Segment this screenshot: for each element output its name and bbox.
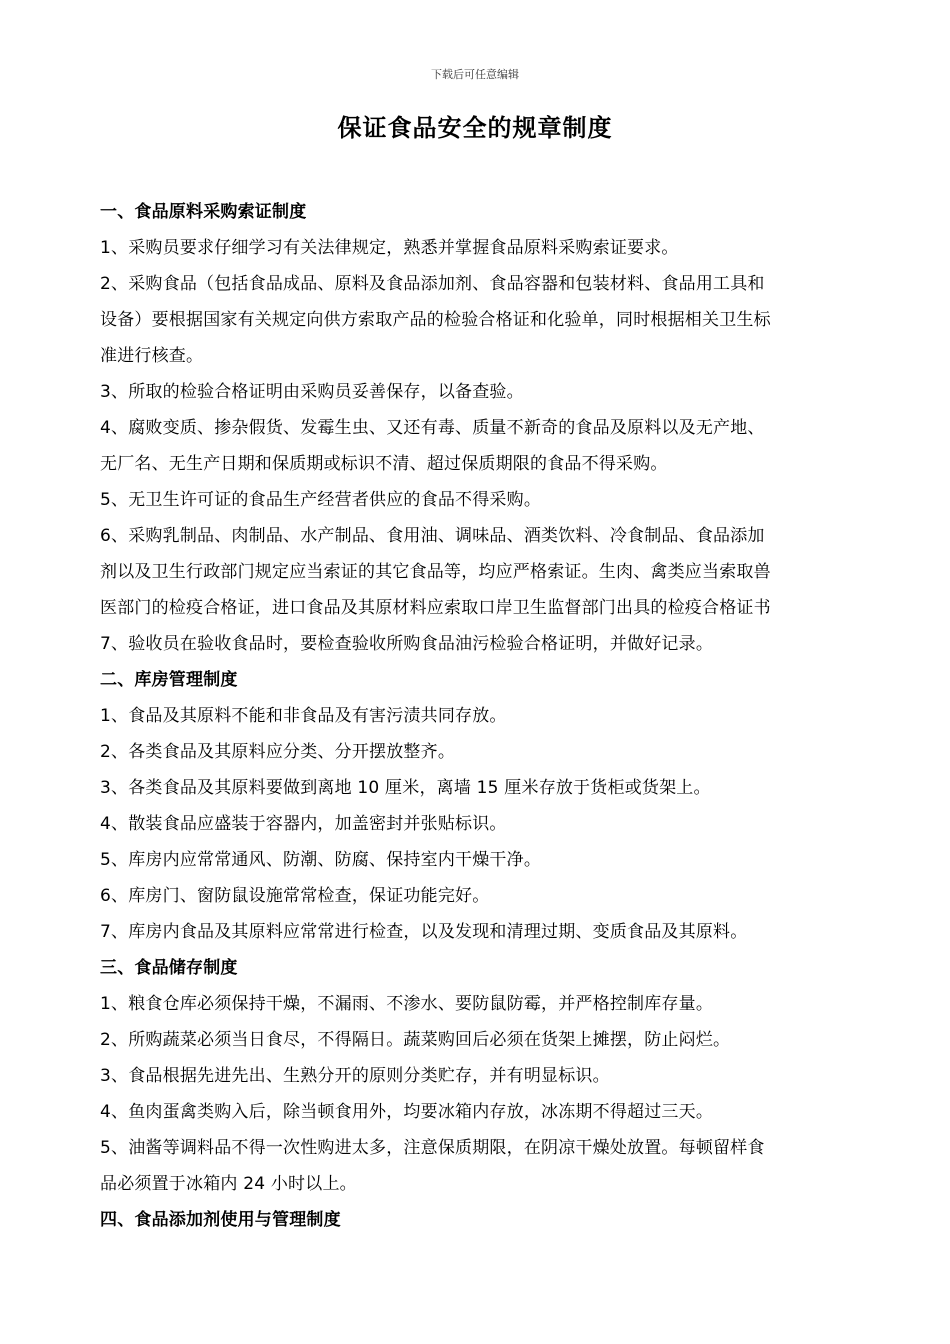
paragraph-line: 1、粮食仓库必须保持干燥，不漏雨、不渗水、要防鼠防霉，并严格控制库存量。 bbox=[100, 994, 714, 1014]
paragraph-line: 医部门的检疫合格证，进口食品及其原材料应索取口岸卫生监督部门出具的检疫合格证书 bbox=[100, 598, 771, 618]
paragraph-line: 设备）要根据国家有关规定向供方索取产品的检验合格证和化验单，同时根据相关卫生标 bbox=[100, 310, 771, 330]
document-body bbox=[100, 198, 860, 1242]
document-title: 保证食品安全的规章制度 bbox=[337, 114, 613, 142]
header-note: 下载后可任意编辑 bbox=[431, 68, 519, 81]
paragraph-line: 剂以及卫生行政部门规定应当索证的其它食品等，均应严格索证。生肉、禽类应当索取兽 bbox=[100, 562, 771, 582]
paragraph-line: 准进行核查。 bbox=[100, 346, 204, 366]
paragraph-line: 6、库房门、窗防鼠设施常常检查，保证功能完好。 bbox=[100, 886, 490, 906]
section-heading: 一、食品原料采购索证制度 bbox=[100, 202, 307, 222]
paragraph-line: 1、食品及其原料不能和非食品及有害污渍共同存放。 bbox=[100, 706, 507, 726]
paragraph-line: 3、食品根据先进先出、生熟分开的原则分类贮存，并有明显标识。 bbox=[100, 1066, 610, 1086]
paragraph-line: 3、所取的检验合格证明由采购员妥善保存，以备查验。 bbox=[100, 382, 524, 402]
section-heading: 二、库房管理制度 bbox=[100, 670, 238, 690]
paragraph-line: 2、采购食品（包括食品成品、原料及食品添加剂、食品容器和包装材料、食品用工具和 bbox=[100, 274, 765, 294]
paragraph-line: 1、采购员要求仔细学习有关法律规定，熟悉并掌握食品原料采购索证要求。 bbox=[100, 238, 679, 258]
paragraph-line: 7、验收员在验收食品时，要检查验收所购食品油污检验合格证明，并做好记录。 bbox=[100, 634, 714, 654]
paragraph-line: 7、库房内食品及其原料应常常进行检查，以及发现和清理过期、变质食品及其原料。 bbox=[100, 922, 748, 942]
paragraph-line: 5、库房内应常常通风、防潮、防腐、保持室内干燥干净。 bbox=[100, 850, 542, 870]
paragraph-line: 品必须置于冰箱内 24 小时以上。 bbox=[100, 1174, 357, 1194]
section-heading: 三、食品储存制度 bbox=[100, 958, 238, 978]
paragraph-line: 2、各类食品及其原料应分类、分开摆放整齐。 bbox=[100, 742, 456, 762]
paragraph-line: 4、散装食品应盛装于容器内，加盖密封并张贴标识。 bbox=[100, 814, 507, 834]
paragraph-line: 无厂名、无生产日期和保质期或标识不清、超过保质期限的食品不得采购。 bbox=[100, 454, 668, 474]
paragraph-line: 5、油酱等调料品不得一次性购进太多，注意保质期限，在阴凉干燥处放置。每顿留样食 bbox=[100, 1138, 765, 1158]
paragraph-line: 4、鱼肉蛋禽类购入后，除当顿食用外，均要冰箱内存放，冰冻期不得超过三天。 bbox=[100, 1102, 714, 1122]
paragraph-line: 5、无卫生许可证的食品生产经营者供应的食品不得采购。 bbox=[100, 490, 542, 510]
paragraph-line: 4、腐败变质、掺杂假货、发霉生虫、又还有毒、质量不新奇的食品及原料以及无产地、 bbox=[100, 418, 765, 438]
section-heading: 四、食品添加剂使用与管理制度 bbox=[100, 1210, 341, 1230]
paragraph-line: 3、各类食品及其原料要做到离地 10 厘米，离墙 15 厘米存放于货柜或货架上。 bbox=[100, 778, 711, 798]
paragraph-line: 6、采购乳制品、肉制品、水产制品、食用油、调味品、酒类饮料、冷食制品、食品添加 bbox=[100, 526, 765, 546]
paragraph-line: 2、所购蔬菜必须当日食尽，不得隔日。蔬菜购回后必须在货架上摊摆，防止闷烂。 bbox=[100, 1030, 731, 1050]
